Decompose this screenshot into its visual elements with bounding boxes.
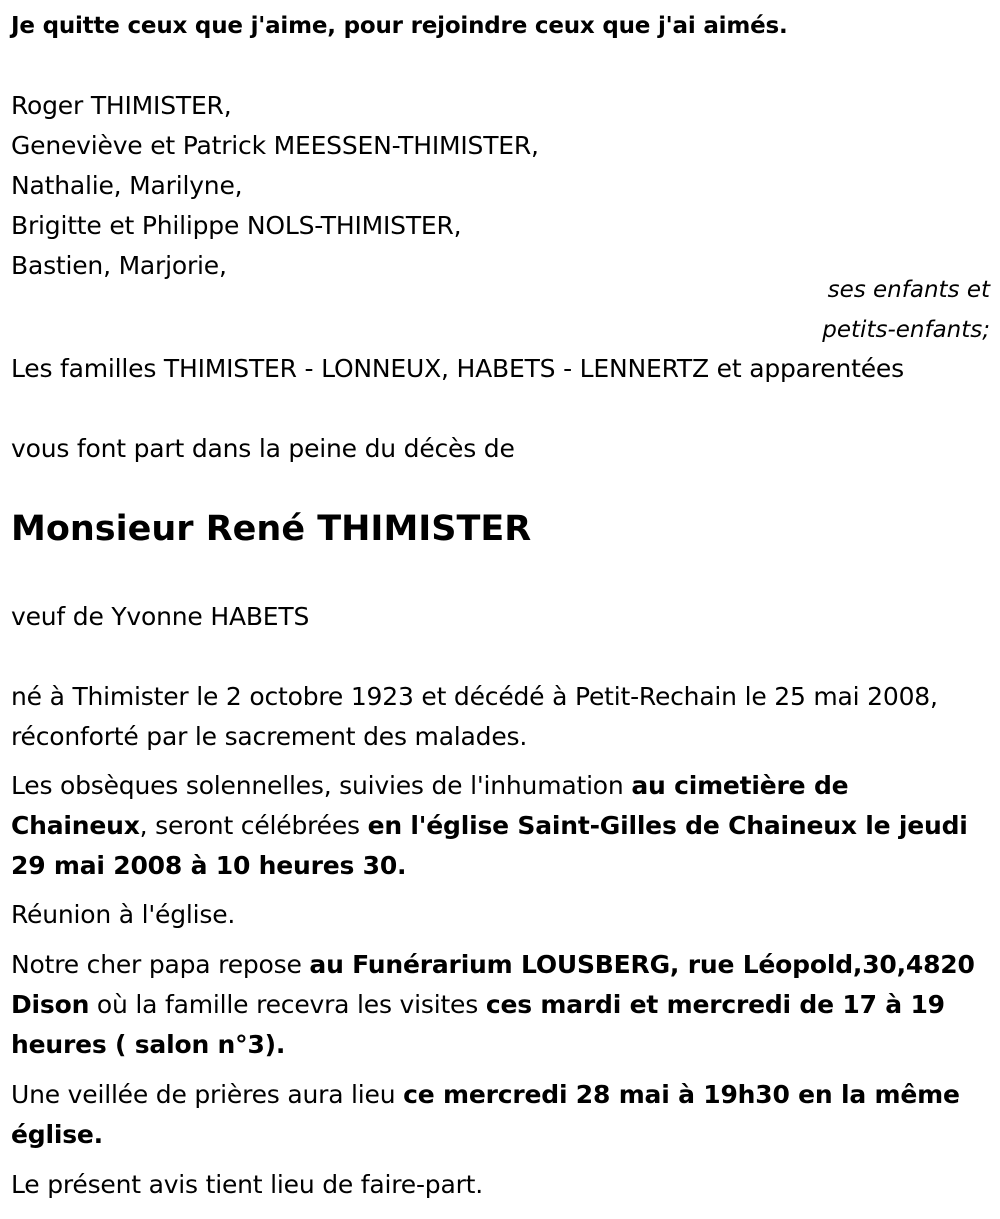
repose-text-2: où la famille recevra les visites [89, 990, 486, 1019]
funeral-church-date: en l'église Saint-Gilles de Chaineux le jeudi 29 mai 2008 à 10 heures 30. [11, 811, 968, 880]
funeral-text-1: Les obsèques solennelles, suivies de l'inhumation [11, 771, 632, 800]
birth-death-paragraph: né à Thimister le 2 octobre 1923 et décédé à Petit-Rechain le 25 mai 2008, réconforté par le sacrement des malades. [11, 682, 938, 751]
relation-note-line2: petits-enfants; [822, 317, 990, 343]
family-member-line: Bastien, Marjorie, [11, 251, 227, 280]
repose-location: au Funérarium LOUSBERG, rue Léopold,30,4820 Dison [11, 950, 975, 1019]
deceased-name: Monsieur René THIMISTER [11, 509, 532, 549]
vigil-paragraph [11, 1075, 991, 1155]
family-member-line: Nathalie, Marilyne, [11, 171, 243, 200]
family-member-line: Brigitte et Philippe NOLS-THIMISTER, [11, 211, 462, 240]
funeral-cemetery: au cimetière de Chaineux [11, 771, 849, 840]
repose-paragraph [11, 945, 991, 1065]
epigraph: Je quitte ceux que j'aime, pour rejoindre ceux que j'ai aimés. [11, 13, 788, 39]
closing-note: Le présent avis tient lieu de faire-part. [11, 1170, 484, 1199]
family-member-line: Geneviève et Patrick MEESSEN-THIMISTER, [11, 131, 539, 160]
widower-note: veuf de Yvonne HABETS [11, 602, 310, 631]
vigil-details: ce mercredi 28 mai à 19h30 en la même église. [11, 1080, 960, 1149]
extended-families: Les familles THIMISTER - LONNEUX, HABETS - LENNERTZ et apparentées [11, 354, 904, 383]
vigil-text-1: Une veillée de prières aura lieu [11, 1080, 404, 1109]
repose-visiting-hours: ces mardi et mercredi de 17 à 19 heures ( salon n°3). [11, 990, 945, 1059]
funeral-paragraph [11, 766, 991, 886]
reunion-note: Réunion à l'église. [11, 900, 236, 929]
family-member-line: Roger THIMISTER, [11, 91, 232, 120]
repose-text-1: Notre cher papa repose [11, 950, 310, 979]
relation-note-line1: ses enfants et [827, 277, 990, 303]
funeral-text-2: , seront célébrées [139, 811, 368, 840]
announcement: vous font part dans la peine du décès de [11, 434, 515, 463]
